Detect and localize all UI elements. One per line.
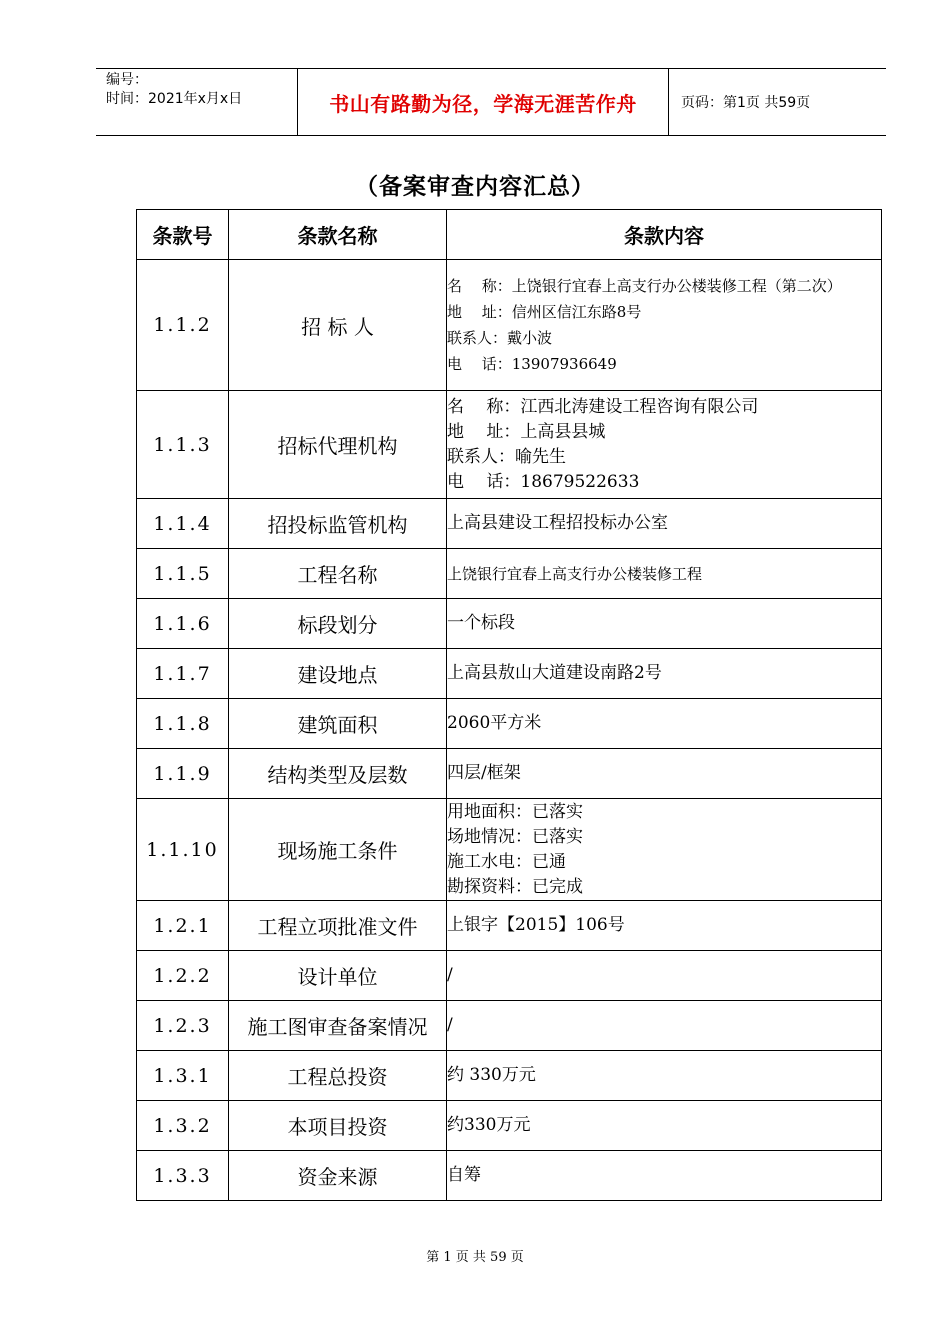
clause-number: 1.1.4	[137, 499, 229, 549]
clause-name: 施工图审查备案情况	[229, 1001, 447, 1051]
table-row	[137, 951, 882, 1001]
content-line: 约330万元	[447, 1115, 531, 1135]
review-table	[136, 209, 882, 1201]
header-page-info: 页码：第1页 共59页	[681, 95, 811, 111]
content-line: 联系人：喻先生	[447, 446, 566, 467]
table-row	[137, 1001, 882, 1051]
content-line: 上高县建设工程招投标办公室	[447, 513, 668, 533]
content-line: 施工水电：已通	[447, 851, 566, 872]
clause-number: 1.2.3	[137, 1001, 229, 1051]
table-row	[137, 1101, 882, 1151]
clause-content	[447, 699, 882, 749]
clause-name: 建筑面积	[229, 699, 447, 749]
content-line: 2060平方米	[447, 713, 542, 733]
document-title: （备案审查内容汇总）	[355, 174, 595, 200]
table-row	[137, 649, 882, 699]
clause-number: 1.3.2	[137, 1101, 229, 1151]
serial-number-label: 编号：	[106, 72, 148, 88]
clause-content	[447, 1151, 882, 1201]
clause-content	[447, 391, 882, 499]
clause-content	[447, 1001, 882, 1051]
content-line: 四层/框架	[447, 763, 521, 783]
content-line: 电 话：13907936649	[447, 355, 617, 373]
clause-name: 工程总投资	[229, 1051, 447, 1101]
clause-content	[447, 799, 882, 901]
header-motto: 书山有路勤为径，学海无涯苦作舟	[297, 69, 669, 135]
clause-number: 1.2.2	[137, 951, 229, 1001]
content-line: 上饶银行宜春上高支行办公楼装修工程	[447, 564, 703, 583]
clause-name: 建设地点	[229, 649, 447, 699]
clause-name: 资金来源	[229, 1151, 447, 1201]
clause-content	[447, 260, 882, 391]
column-header-clause-name: 条款名称	[229, 210, 447, 260]
clause-content	[447, 1101, 882, 1151]
table-row	[137, 391, 882, 499]
clause-content	[447, 1051, 882, 1101]
table-row	[137, 749, 882, 799]
clause-name: 本项目投资	[229, 1101, 447, 1151]
clause-number: 1.1.7	[137, 649, 229, 699]
table-row	[137, 901, 882, 951]
table-row	[137, 699, 882, 749]
column-header-clause-content: 条款内容	[447, 210, 882, 260]
table-row	[137, 1151, 882, 1201]
page-header	[96, 68, 886, 136]
table-row	[137, 549, 882, 599]
clause-name: 结构类型及层数	[229, 749, 447, 799]
clause-content	[447, 951, 882, 1001]
content-line: 名 称：江西北涛建设工程咨询有限公司	[447, 396, 759, 417]
clause-name: 招 标 人	[229, 260, 447, 391]
content-line: 自筹	[447, 1165, 481, 1185]
content-line: 名 称：上饶银行宜春上高支行办公楼装修工程（第二次）	[447, 277, 842, 295]
table-row	[137, 260, 882, 391]
clause-content	[447, 549, 882, 599]
clause-name: 现场施工条件	[229, 799, 447, 901]
clause-number: 1.1.3	[137, 391, 229, 499]
clause-name: 标段划分	[229, 599, 447, 649]
clause-number: 1.1.2	[137, 260, 229, 391]
table-row	[137, 1051, 882, 1101]
content-line: /	[447, 1015, 453, 1035]
clause-content	[447, 901, 882, 951]
clause-name: 招投标监管机构	[229, 499, 447, 549]
clause-content	[447, 749, 882, 799]
content-line: 地 址：上高县县城	[447, 421, 606, 442]
content-line: 约 330万元	[447, 1065, 536, 1085]
content-line: /	[447, 965, 453, 985]
clause-number: 1.1.8	[137, 699, 229, 749]
clause-number: 1.1.10	[137, 799, 229, 901]
column-header-clause-number: 条款号	[137, 210, 229, 260]
clause-name: 工程名称	[229, 549, 447, 599]
table-row	[137, 599, 882, 649]
content-line: 电 话：18679522633	[447, 471, 640, 492]
content-line: 勘探资料：已完成	[447, 876, 583, 897]
clause-number: 1.2.1	[137, 901, 229, 951]
page-footer: 第 1 页 共 59 页	[426, 1250, 524, 1265]
clause-number: 1.1.6	[137, 599, 229, 649]
clause-content	[447, 649, 882, 699]
content-line: 上高县敖山大道建设南路2号	[447, 663, 662, 683]
clause-name: 工程立项批准文件	[229, 901, 447, 951]
clause-content	[447, 499, 882, 549]
content-line: 一个标段	[447, 613, 515, 633]
clause-number: 1.1.9	[137, 749, 229, 799]
content-line: 场地情况：已落实	[447, 826, 583, 847]
time-label: 时间：2021年x月x日	[106, 91, 243, 107]
content-line: 联系人：戴小波	[447, 329, 553, 347]
clause-number: 1.3.1	[137, 1051, 229, 1101]
header-meta	[96, 69, 297, 135]
content-line: 用地面积：已落实	[447, 801, 583, 822]
clause-number: 1.1.5	[137, 549, 229, 599]
clause-name: 招标代理机构	[229, 391, 447, 499]
table-row	[137, 499, 882, 549]
content-line: 上银字【2015】106号	[447, 915, 625, 935]
table-row	[137, 799, 882, 901]
clause-number: 1.3.3	[137, 1151, 229, 1201]
content-line: 地 址：信州区信江东路8号	[447, 303, 642, 321]
clause-name: 设计单位	[229, 951, 447, 1001]
clause-content	[447, 599, 882, 649]
